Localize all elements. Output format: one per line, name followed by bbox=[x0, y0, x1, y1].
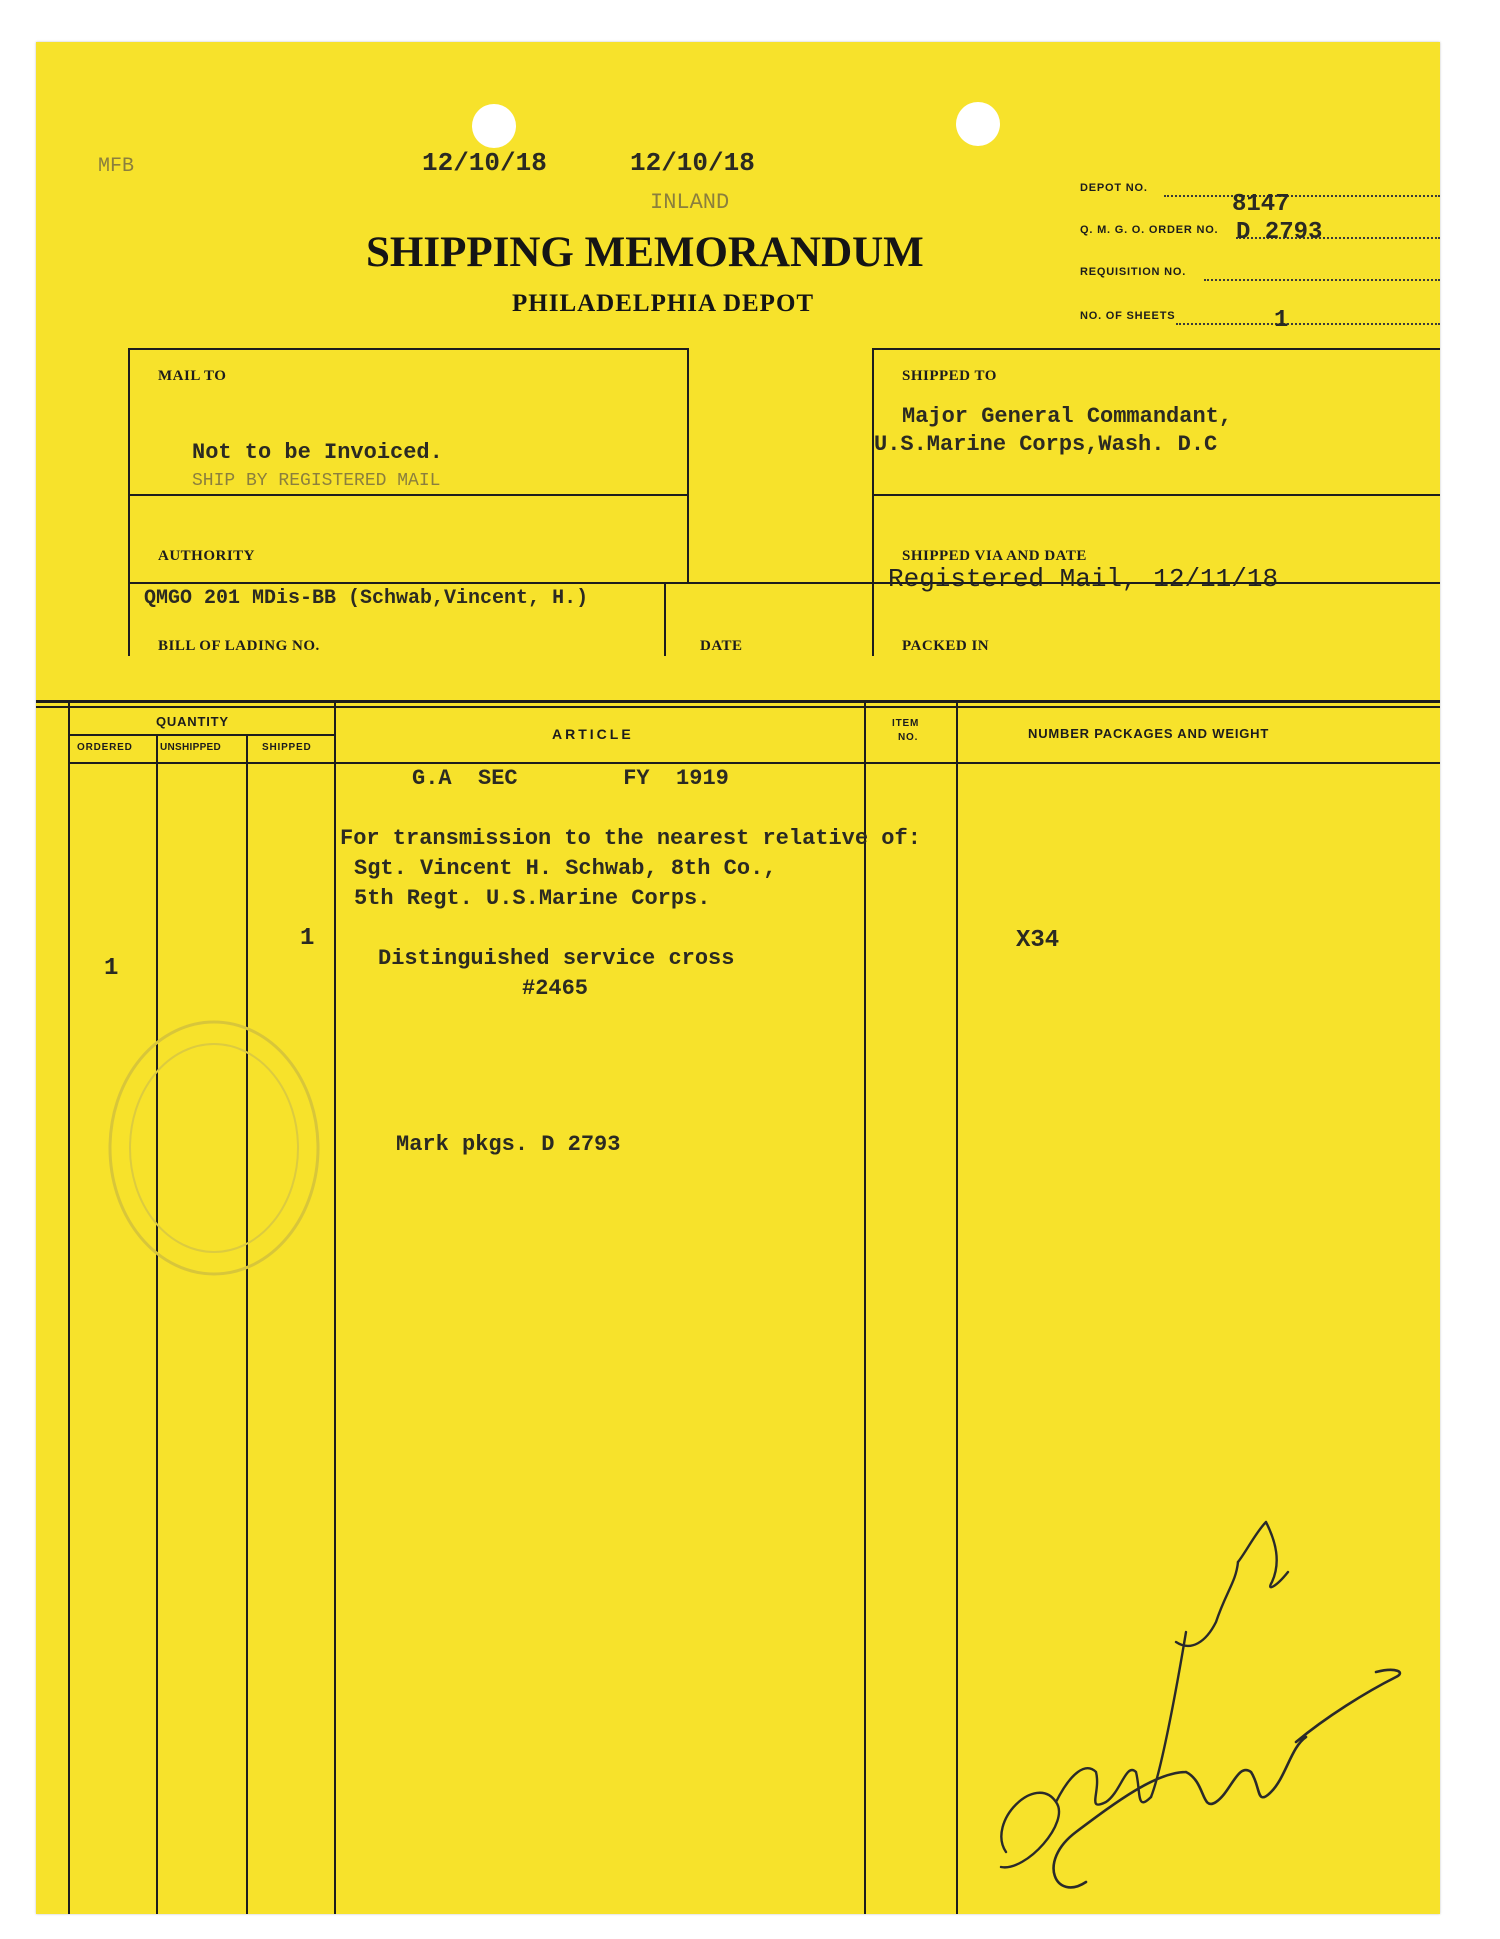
article-line-2: Sgt. Vincent H. Schwab, 8th Co., bbox=[354, 856, 777, 881]
article-mark-line: Mark pkgs. D 2793 bbox=[396, 1132, 621, 1157]
packages-value: X34 bbox=[1016, 927, 1060, 954]
box-top-right bbox=[872, 348, 1440, 350]
box-left-edge bbox=[128, 348, 130, 656]
shipped-via-value: Registered Mail, 12/11/18 bbox=[888, 564, 1279, 594]
depot-no-value: 8147 bbox=[1232, 191, 1290, 218]
shipped-header: SHIPPED bbox=[262, 742, 312, 753]
typist-initials: MFB bbox=[98, 155, 135, 178]
shipped-to-left-edge bbox=[872, 348, 874, 656]
packages-weight-header: NUMBER PACKAGES AND WEIGHT bbox=[1028, 726, 1270, 741]
col-ordered-right bbox=[156, 734, 158, 1914]
punch-hole-left bbox=[472, 104, 516, 148]
col-shipped-right bbox=[334, 702, 336, 1914]
handwritten-signature bbox=[976, 1472, 1416, 1912]
bill-of-lading-label: BILL OF LADING NO. bbox=[158, 638, 320, 654]
item-no-header-line-2: NO. bbox=[898, 732, 919, 743]
table-left-edge bbox=[68, 702, 70, 1914]
depot-no-dots bbox=[1164, 195, 1440, 197]
requisition-no-dots bbox=[1204, 279, 1440, 281]
col-article-right bbox=[864, 702, 866, 1914]
unshipped-header: UNSHIPPED bbox=[160, 742, 222, 753]
packed-in-label: PACKED IN bbox=[902, 638, 990, 654]
authority-label: AUTHORITY bbox=[158, 548, 256, 564]
quantity-sub-rule bbox=[68, 734, 334, 736]
depot-no-label: DEPOT NO. bbox=[1080, 182, 1148, 194]
no-of-sheets-dots bbox=[1176, 323, 1440, 325]
shipped-to-bottom bbox=[872, 494, 1440, 496]
quantity-header: QUANTITY bbox=[156, 714, 229, 729]
typed-date-2: 12/10/18 bbox=[630, 148, 755, 178]
table-header-bottom bbox=[68, 762, 1440, 764]
order-no-value: D 2793 bbox=[1236, 219, 1323, 246]
mail-to-line-1: Not to be Invoiced. bbox=[192, 440, 443, 465]
no-of-sheets-label: NO. OF SHEETS bbox=[1080, 310, 1176, 322]
article-line-3: 5th Regt. U.S.Marine Corps. bbox=[354, 886, 711, 911]
authority-value: QMGO 201 MDis-BB (Schwab,Vincent, H.) bbox=[144, 587, 589, 610]
shipped-to-line-2: U.S.Marine Corps,Wash. D.C bbox=[874, 432, 1218, 457]
date-left-edge bbox=[664, 582, 666, 656]
shipping-memorandum-form bbox=[36, 42, 1440, 1914]
article-head-line: G.A SEC FY 1919 bbox=[412, 766, 729, 791]
table-top-rule bbox=[36, 700, 1440, 703]
ordered-quantity: 1 bbox=[104, 955, 119, 982]
col-unshipped-right bbox=[246, 734, 248, 1914]
faint-seal-stamp bbox=[94, 1008, 334, 1288]
table-top-rule-2 bbox=[36, 706, 1440, 708]
shipped-via-label: SHIPPED VIA AND DATE bbox=[902, 548, 1087, 564]
punch-hole-right bbox=[956, 102, 1000, 146]
mail-to-label: MAIL TO bbox=[158, 368, 227, 384]
box-top-left bbox=[128, 348, 688, 350]
mail-to-right-edge bbox=[687, 348, 689, 582]
col-item-right bbox=[956, 702, 958, 1914]
typed-date-1: 12/10/18 bbox=[422, 148, 547, 178]
date-label: DATE bbox=[700, 638, 743, 654]
article-item-name: Distinguished service cross bbox=[378, 946, 735, 971]
article-line-1: For transmission to the nearest relative of: bbox=[340, 826, 921, 851]
mail-to-line-2: SHIP BY REGISTERED MAIL bbox=[192, 471, 441, 491]
inland-stamp: INLAND bbox=[650, 190, 730, 215]
shipped-to-line-1: Major General Commandant, bbox=[902, 404, 1233, 429]
article-item-number: #2465 bbox=[522, 976, 589, 1001]
item-no-header-line-1: ITEM bbox=[892, 718, 920, 729]
shipped-quantity: 1 bbox=[300, 925, 315, 952]
order-no-label: Q. M. G. O. ORDER NO. bbox=[1080, 224, 1219, 236]
ordered-header: ORDERED bbox=[77, 742, 133, 753]
shipped-to-label: SHIPPED TO bbox=[902, 368, 997, 384]
no-of-sheets-value: 1 bbox=[1274, 307, 1289, 334]
page-title: SHIPPING MEMORANDUM bbox=[366, 229, 924, 276]
article-header: ARTICLE bbox=[552, 726, 634, 742]
page-subtitle: PHILADELPHIA DEPOT bbox=[512, 290, 815, 317]
requisition-no-label: REQUISITION NO. bbox=[1080, 266, 1187, 278]
